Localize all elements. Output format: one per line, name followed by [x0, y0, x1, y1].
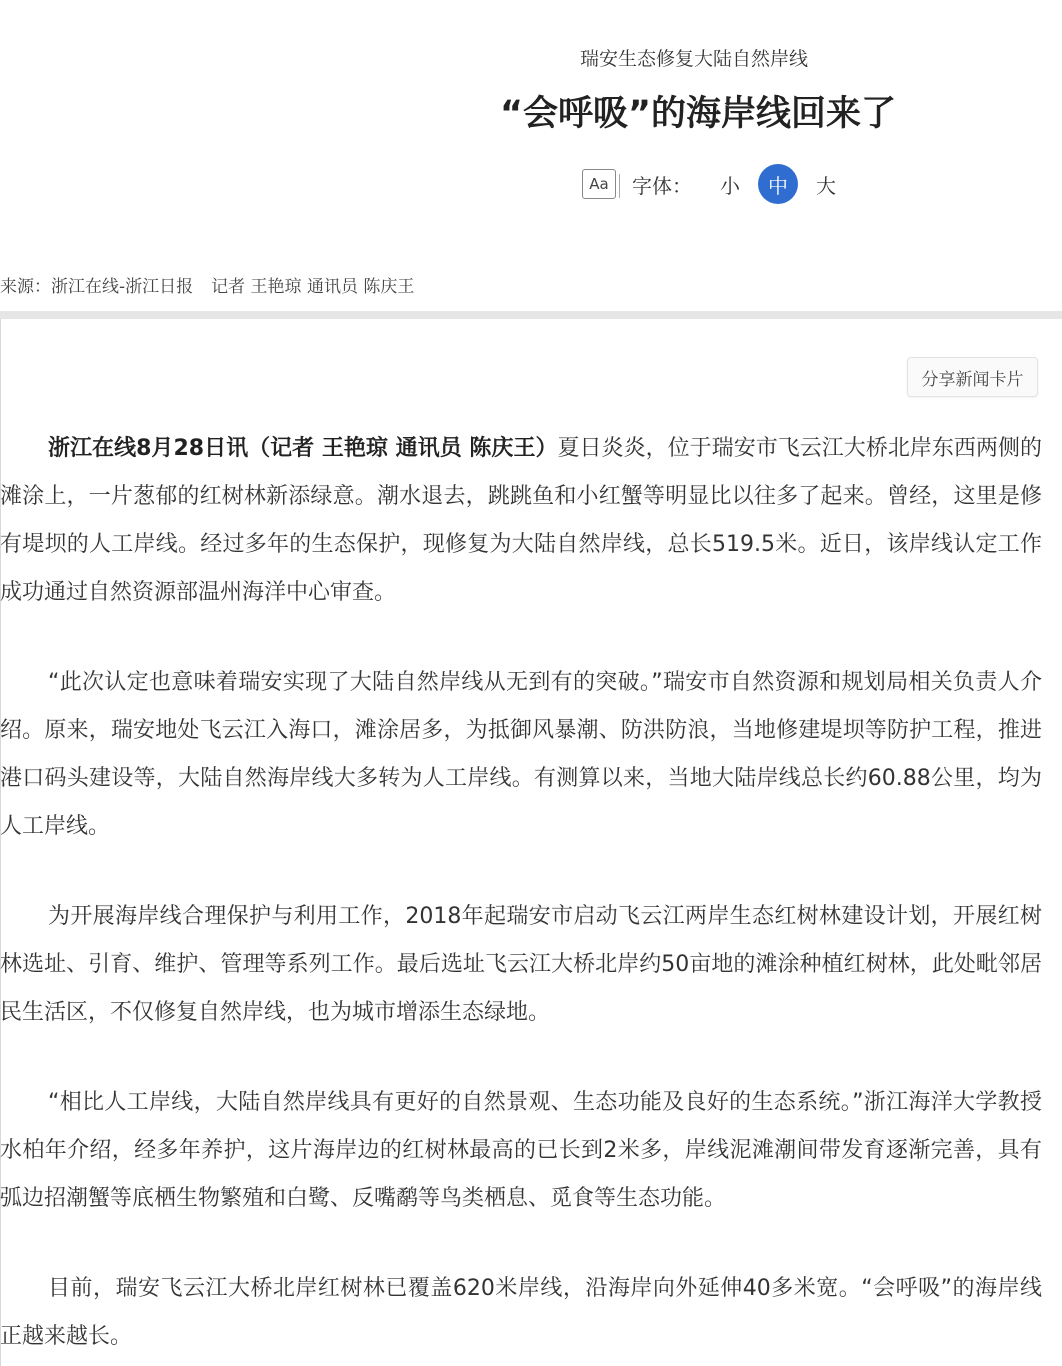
article-paragraph: 为开展海岸线合理保护与利用工作，2018年起瑞安市启动飞云江两岸生态红树林建设计划，开展红树林选址、引育、维护、管理等系列工作。最后选址飞云江大桥北岸约50亩地的滩涂种植红树林，此处毗邻居民生活区，不仅修复自然岸线，也为城市增添生态绿地。	[0, 904, 1042, 1025]
article-source: 来源：浙江在线-浙江日报	[0, 277, 194, 297]
font-size-control	[582, 162, 846, 206]
header-divider	[0, 311, 1062, 319]
share-news-card-button[interactable]: 分享新闻卡片	[907, 357, 1038, 397]
article-subtitle: 瑞安生态修复大陆自然岸线	[580, 48, 809, 70]
font-size-small-button[interactable]: 小	[720, 173, 740, 198]
article-paragraph: 浙江在线8月28日讯（记者 王艳琼 通讯员 陈庆王）夏日炎炎，位于瑞安市飞云江大桥北岸东西两侧的滩涂上，一片葱郁的红树林新添绿意。潮水退去，跳跳鱼和小红蟹等明显比以往多了起来。曾经，这里是修有堤坝的人工岸线。经过多年的生态保护，现修复为大陆自然岸线，总长519.5米。近日，该岸线认定工作成功通过自然资源部温州海洋中心审查。	[0, 436, 1042, 605]
article-meta	[0, 272, 414, 297]
article-paragraph: “此次认定也意味着瑞安实现了大陆自然岸线从无到有的突破。”瑞安市自然资源和规划局相关负责人介绍。原来，瑞安地处飞云江入海口，滩涂居多，为抵御风暴潮、防洪防浪，当地修建堤坝等防护工程，推进港口码头建设等，大陆自然海岸线大多转为人工岸线。有测算以来，当地大陆岸线总长约60.88公里，均为人工岸线。	[0, 670, 1042, 839]
article-lead: 浙江在线8月28日讯（记者 王艳琼 通讯员 陈庆王）	[48, 436, 558, 461]
article-paragraph: “相比人工岸线，大陆自然岸线具有更好的自然景观、生态功能及良好的生态系统。”浙江海洋大学教授水柏年介绍，经多年养护，这片海岸边的红树林最高的已长到2米多，岸线泥滩潮间带发育逐渐完善，具有弧边招潮蟹等底栖生物繁殖和白鹭、反嘴鹬等鸟类栖息、觅食等生态功能。	[0, 1090, 1042, 1211]
font-size-large-button[interactable]: 大	[816, 173, 836, 198]
font-size-medium-button[interactable]: 中	[758, 164, 798, 204]
article-paragraph: 目前，瑞安飞云江大桥北岸红树林已覆盖620米岸线，沿海岸向外延伸40多米宽。“会呼吸”的海岸线正越来越长。	[0, 1276, 1042, 1349]
font-size-icon: Aa	[582, 169, 616, 199]
article-authors: 记者 王艳琼 通讯员 陈庆王	[211, 277, 415, 297]
font-size-label: 字体：	[632, 173, 692, 198]
article-body	[0, 425, 1042, 1366]
article-title: “会呼吸”的海岸线回来了	[500, 94, 897, 134]
